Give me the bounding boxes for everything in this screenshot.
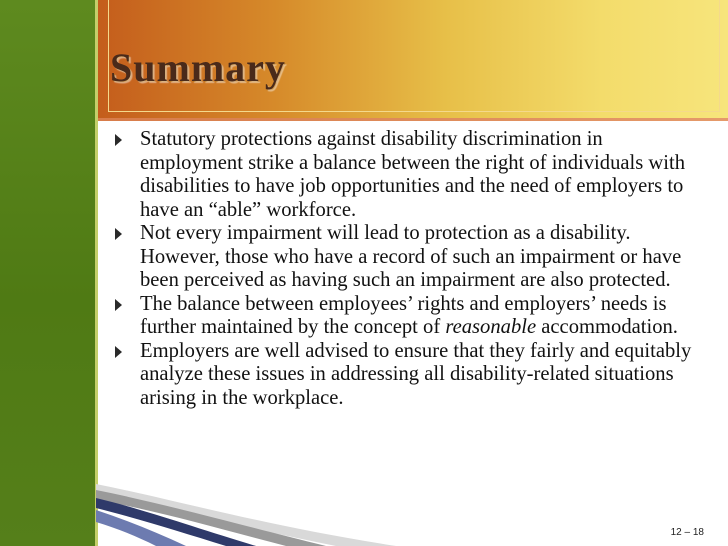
triangle-bullet-icon [115, 228, 122, 240]
bullet-item [114, 293, 704, 340]
bullet-text: Not every impairment will lead to protection as a disability. However, those who have a record of such an impairment or have been perceived as having such an impairment are also protected. [140, 222, 682, 291]
triangle-bullet-icon [115, 134, 122, 146]
bullet-text: Statutory protections against disability discrimination in employment strike a balance between the right of individuals with disabilities to have job opportunities and the need of employers to have an “able” workforce. [140, 128, 686, 221]
bullet-item [114, 340, 704, 411]
bullet-text: The balance between employees’ rights and employers’ needs is further maintained by the concept of [140, 292, 667, 338]
decorative-swoosh [96, 478, 396, 546]
bullet-item [114, 128, 704, 222]
bullet-emphasis: reasonable [445, 316, 537, 338]
bullet-text: Employers are well advised to ensure that they fairly and equitably analyze these issues in addressing all disability-related situations arising in the workplace. [140, 339, 692, 409]
triangle-bullet-icon [115, 299, 122, 311]
left-decorative-bar [0, 0, 95, 546]
slide-number: 12 – 18 [670, 527, 704, 538]
bullet-item [114, 222, 704, 293]
bullet-text: accommodation. [536, 316, 678, 338]
slide-title: Summary [110, 45, 286, 90]
title-underline [98, 118, 728, 121]
bullet-list [114, 128, 704, 410]
triangle-bullet-icon [115, 346, 122, 358]
